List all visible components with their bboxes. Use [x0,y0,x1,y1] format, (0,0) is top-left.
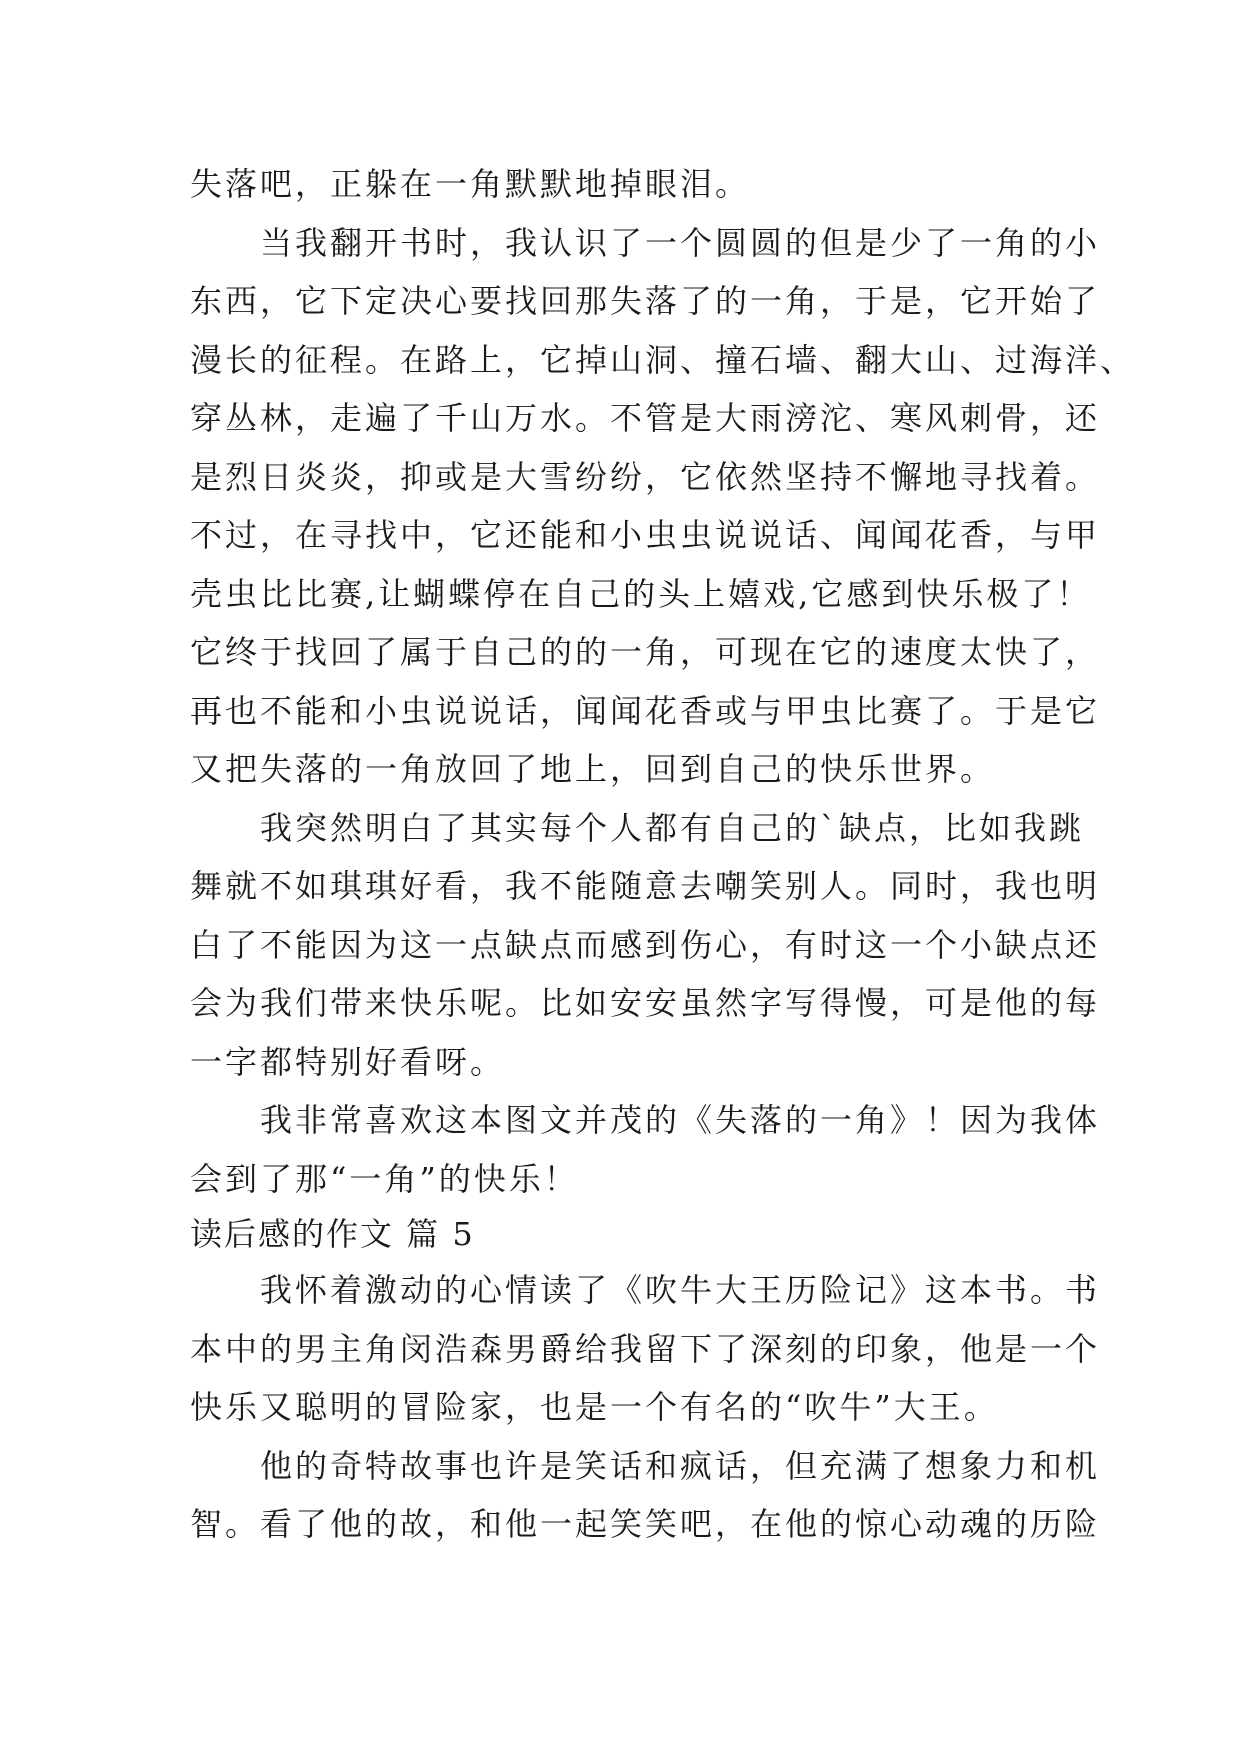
text-line: 白了不能因为这一点缺点而感到伤心，有时这一个小缺点还 [190,925,1101,964]
text-line: 壳虫比比赛,让蝴蝶停在自己的头上嬉戏,它感到快乐极了！ [190,574,1092,613]
text-line: 快乐又聪明的冒险家，也是一个有名的“吹牛”大王。 [190,1388,999,1426]
paragraph-start: 我突然明白了其实每个人都有自己的`缺点，比如我跳 [260,808,1085,847]
text-line: 不过，在寻找中，它还能和小虫虫说说话、闻闻花香，与甲 [190,516,1101,554]
document-body [190,155,1136,1554]
text-line: 漫长的征程。在路上，它掉山洞、撞石墙、翻大山、过海洋、 [190,340,1136,379]
text-line: 智。看了他的故，和他一起笑笑吧，在他的惊心动魂的历险 [190,1505,1101,1543]
text-line: 会为我们带来快乐呢。比如安安虽然字写得慢，可是他的每 [190,984,1101,1022]
text-line: 是烈日炎炎，抑或是大雪纷纷，它依然坚持不懈地寻找着。 [190,457,1101,496]
text-line: 本中的男主角闵浩森男爵给我留下了深刻的印象，他是一个 [190,1329,1101,1368]
text-line: 一字都特别好看呀。 [190,1042,506,1081]
text-line: 再也不能和小虫说说话，闻闻花香或与甲虫比赛了。于是它 [190,691,1101,730]
text-line: 会到了那“一角”的快乐！ [190,1159,579,1198]
text-line: 又把失落的一角放回了地上，回到自己的快乐世界。 [190,750,996,788]
paragraph-start: 我非常喜欢这本图文并茂的《失落的一角》！因为我体 [260,1101,1101,1139]
text-line: 穿丛林，走遍了千山万水。不管是大雨滂沱、寒风刺骨，还 [190,399,1101,437]
text-line: 失落吧，正躲在一角默默地掉眼泪。 [190,165,751,203]
paragraph-start: 当我翻开书时，我认识了一个圆圆的但是少了一角的小 [260,223,1101,262]
section-heading: 读后感的作文 篇 5 [190,1215,475,1253]
text-line: 它终于找回了属于自己的的一角，可现在它的速度太快了， [190,633,1101,671]
text-line: 舞就不如琪琪好看，我不能随意去嘲笑别人。同时，我也明 [190,867,1101,905]
text-line: 东西，它下定决心要找回那失落了的一角，于是，它开始了 [190,282,1101,320]
paragraph-start: 他的奇特故事也许是笑话和疯话，但充满了想象力和机 [260,1446,1101,1485]
paragraph-start: 我怀着激动的心情读了《吹牛大王历险记》这本书。书 [260,1271,1101,1309]
